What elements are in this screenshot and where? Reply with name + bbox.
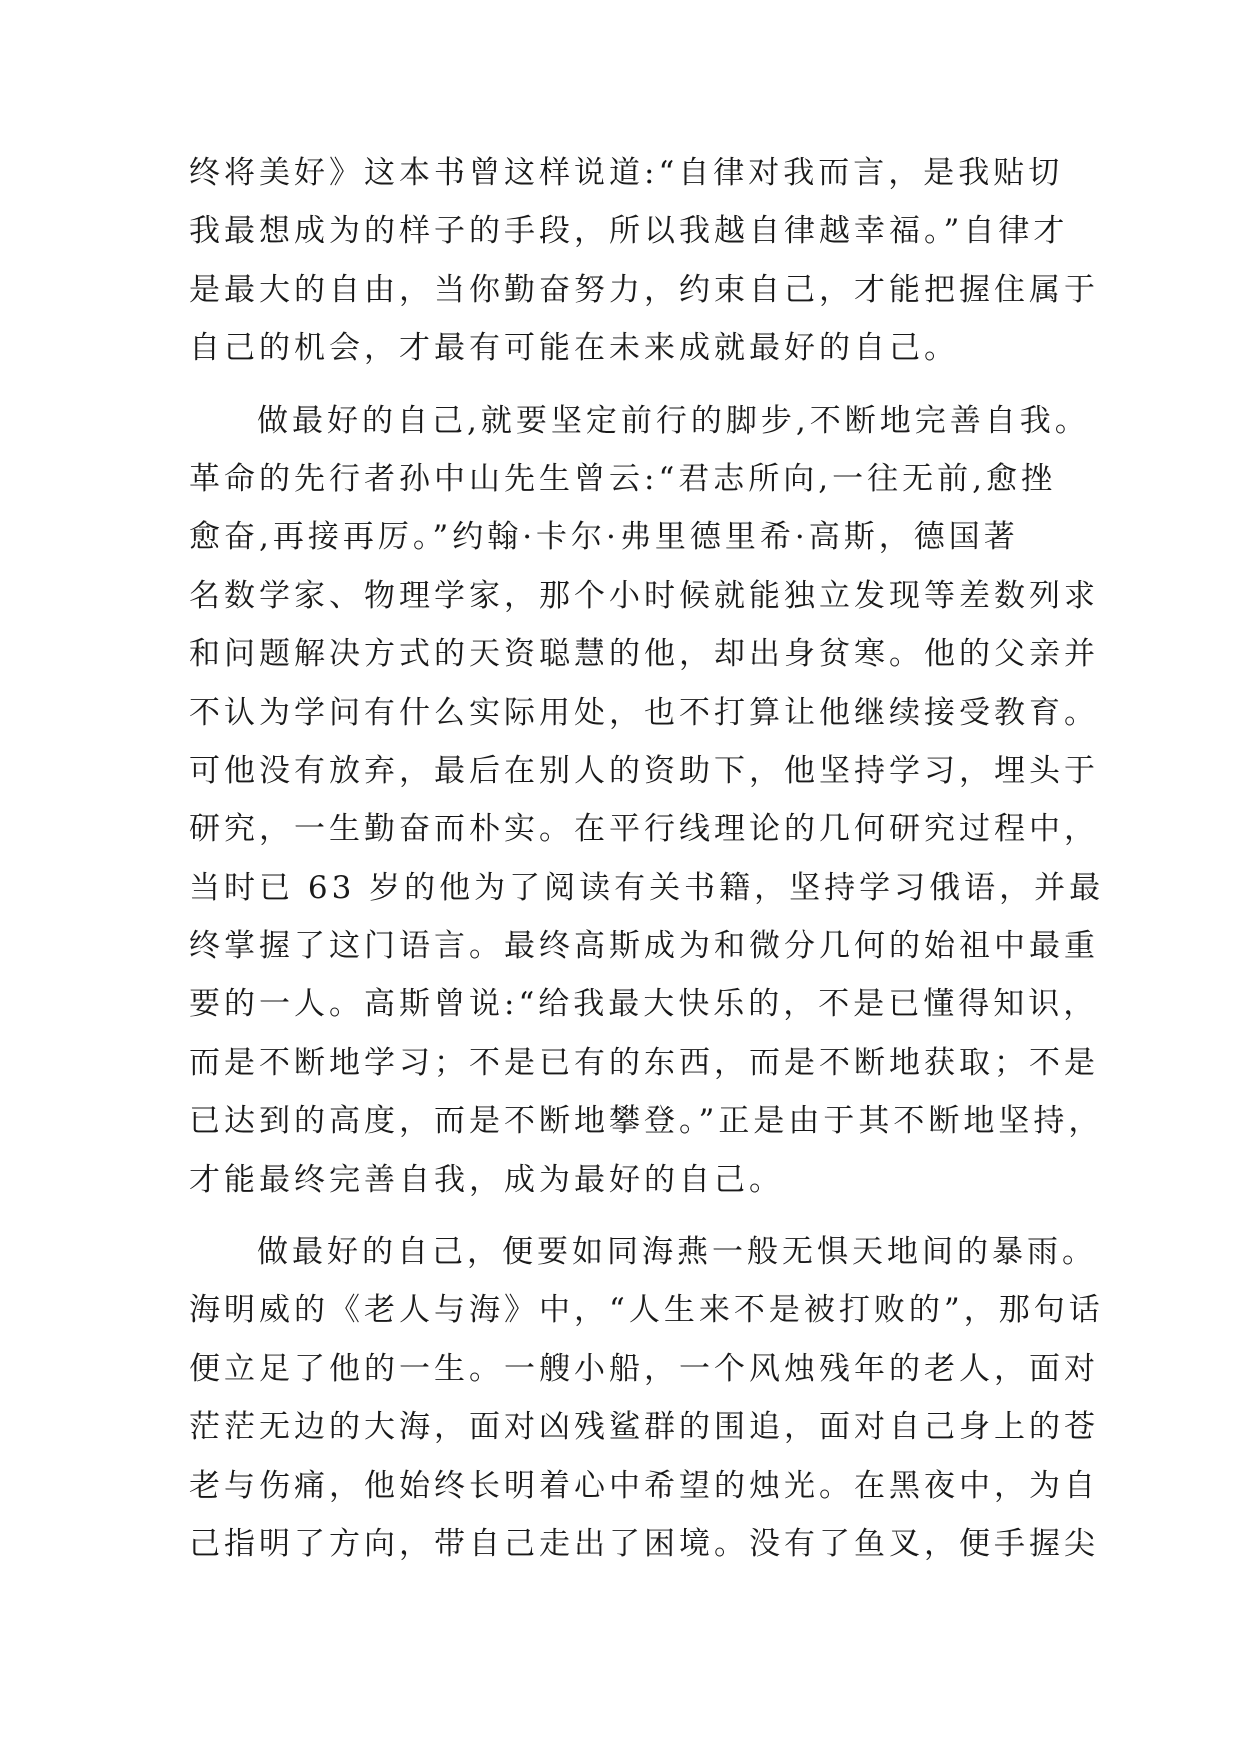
text-line: 研究，一生勤奋而朴实。在平行线理论的几何研究过程中， — [189, 811, 1099, 848]
text-line: 而是不断地学习；不是已有的东西，而是不断地获取；不是 — [189, 1044, 1099, 1081]
text-line: 终掌握了这门语言。最终高斯成为和微分几何的始祖中最重 — [189, 928, 1099, 965]
text-line: 自己的机会，才最有可能在未来成就最好的自己。 — [189, 330, 959, 367]
text-line: 已达到的高度，而是不断地攀登。”正是由于其不断地坚持， — [189, 1103, 1104, 1140]
text-line: 和问题解决方式的天资聪慧的他，却出身贫寒。他的父亲并 — [189, 636, 1099, 673]
text-line: 革命的先行者孙中山先生曾云:“君志所向,一往无前,愈挫 — [189, 460, 1056, 497]
essay-body — [189, 144, 1105, 1573]
text-line: 茫茫无边的大海，面对凶残鲨群的围追，面对自己身上的苍 — [189, 1409, 1099, 1446]
text-line: 海明威的《老人与海》中，“人生来不是被打败的”，那句话 — [189, 1292, 1104, 1329]
text-line: 老与伤痛，他始终长明着心中希望的烛光。在黑夜中，为自 — [189, 1467, 1099, 1504]
text-line: 终将美好》这本书曾这样说道:“自律对我而言，是我贴切 — [189, 155, 1064, 191]
paragraph-2 — [189, 392, 1105, 1209]
text-line: 才能最终完善自我，成为最好的自己。 — [189, 1161, 784, 1198]
text-line: 我最想成为的样子的手段，所以我越自律越幸福。”自律才 — [189, 213, 1069, 250]
text-line: 己指明了方向，带自己走出了困境。没有了鱼叉，便手握尖 — [189, 1525, 1099, 1562]
text-line: 当时已 63 岁的他为了阅读有关书籍，坚持学习俄语，并最 — [189, 869, 1105, 906]
paragraph-1 — [189, 144, 1099, 378]
text-line: 可他没有放弃，最后在别人的资助下，他坚持学习，埋头于 — [189, 752, 1099, 789]
text-line: 愈奋,再接再厉。”约翰·卡尔·弗里德里希·高斯，德国著 — [189, 519, 1019, 556]
text-line: 做最好的自己,就要坚定前行的脚步,不断地完善自我。 — [257, 402, 1090, 439]
text-line: 便立足了他的一生。一艘小船，一个风烛残年的老人，面对 — [189, 1350, 1099, 1387]
text-line: 名数学家、物理学家，那个小时候就能独立发现等差数列求 — [189, 577, 1099, 614]
text-line: 是最大的自由，当你勤奋努力，约束自己，才能把握住属于 — [189, 271, 1099, 308]
text-line: 不认为学问有什么实际用处，也不打算让他继续接受教育。 — [189, 694, 1099, 731]
text-line: 要的一人。高斯曾说:“给我最大快乐的，不是已懂得知识， — [189, 986, 1099, 1023]
text-line: 做最好的自己，便要如同海燕一般无惧天地间的暴雨。 — [257, 1234, 1097, 1271]
paragraph-3 — [189, 1223, 1104, 1573]
